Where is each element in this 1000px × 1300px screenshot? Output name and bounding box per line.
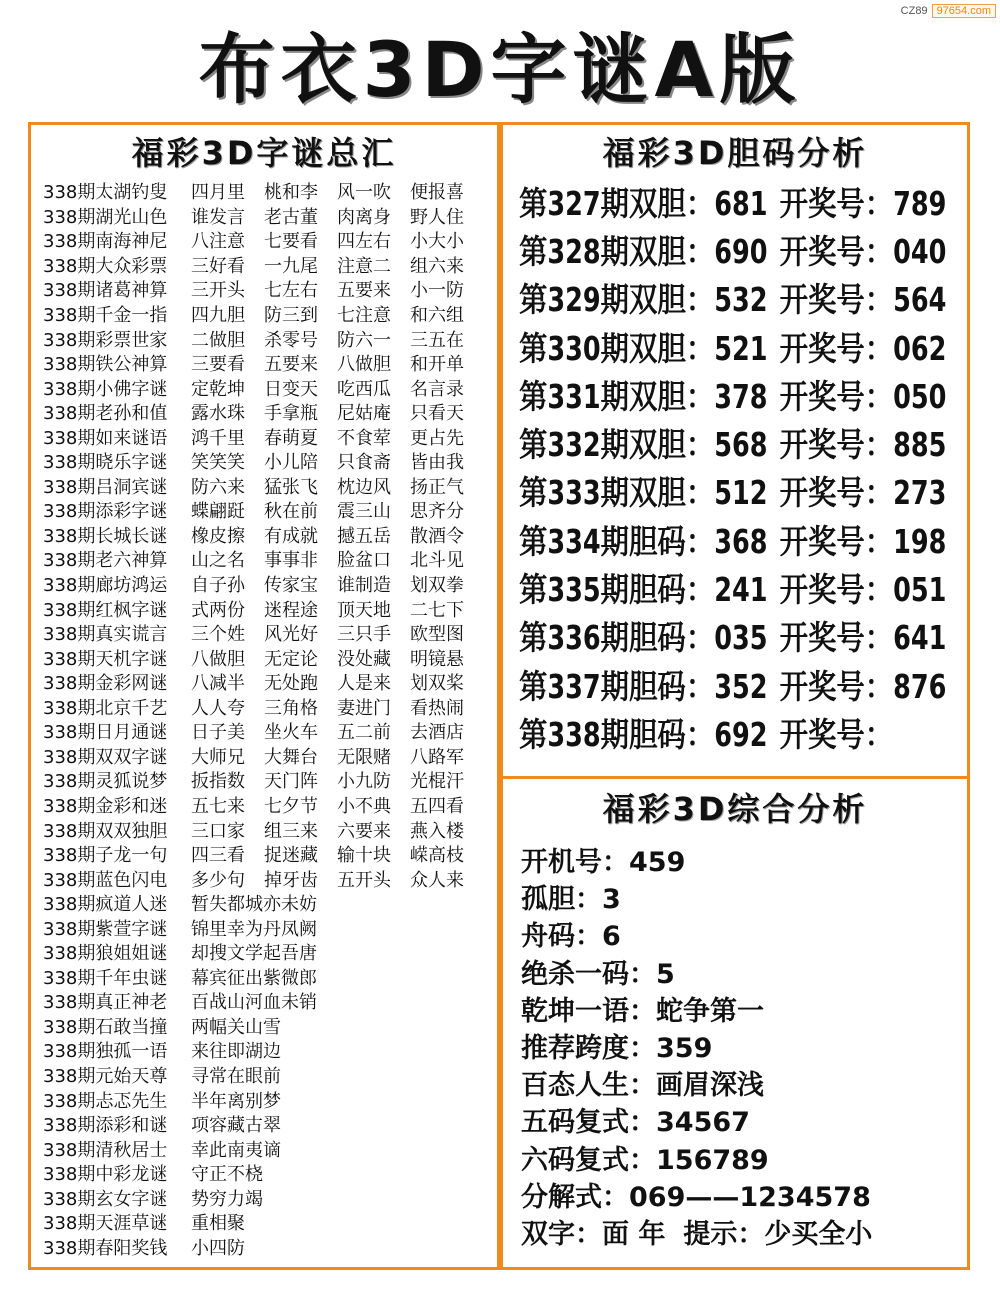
riddle-clue: 人人夸 — [191, 697, 245, 719]
riddle-clue: 守正不桡 — [191, 1164, 263, 1186]
riddle-clue: 五要来 — [337, 280, 391, 302]
dan-draw-result: 开奖号：876 — [779, 666, 947, 706]
riddle-clue: 桃和李 — [264, 182, 318, 204]
riddle-clue: 妻进门 — [337, 697, 391, 719]
riddle-clue: 多少句 — [191, 869, 245, 891]
riddle-row — [43, 621, 493, 646]
riddle-row — [43, 375, 493, 400]
dan-draw-result: 开奖号：885 — [779, 425, 947, 465]
dan-period-pick: 第330期双胆：521 — [519, 328, 768, 368]
dan-draw-result: 开奖号：040 — [779, 231, 947, 271]
dan-period-pick: 第332期双胆：568 — [519, 425, 768, 465]
riddle-clue: 四左右 — [337, 231, 391, 253]
summary-item: 乾坤一语：蛇争第一 — [521, 995, 764, 1027]
riddle-row — [43, 1161, 493, 1186]
riddle-clue: 输十块 — [337, 845, 391, 867]
riddle-row — [43, 1063, 493, 1088]
riddle-source: 338期彩票世家 — [43, 329, 168, 351]
riddle-clue: 无定论 — [264, 648, 318, 670]
summary-item: 六码复式：156789 — [521, 1144, 769, 1176]
riddle-clue: 鸿千里 — [191, 427, 245, 449]
dan-period-pick: 第328期双胆：690 — [519, 231, 768, 271]
riddle-source: 338期真正神老 — [43, 992, 168, 1014]
riddle-row — [43, 179, 493, 204]
riddle-source: 338期金彩和迷 — [43, 795, 168, 817]
riddle-source: 338期紫萱字谜 — [43, 918, 168, 940]
riddle-clue: 散酒令 — [410, 525, 464, 547]
riddle-clue: 五二前 — [337, 722, 391, 744]
riddle-clue: 四九胆 — [191, 305, 245, 327]
riddle-row — [43, 915, 493, 940]
riddle-clue: 四月里 — [191, 182, 245, 204]
riddle-clue: 五四看 — [410, 795, 464, 817]
riddle-clue: 露水珠 — [191, 403, 245, 425]
riddle-clue: 小四防 — [191, 1237, 245, 1259]
riddle-row — [43, 302, 493, 327]
riddle-row — [43, 645, 493, 670]
dan-analysis-title: 福彩3D胆码分析 — [602, 134, 868, 172]
riddle-clue: 八减半 — [191, 673, 245, 695]
dan-row — [519, 515, 966, 563]
riddle-clue: 幸此南夷谪 — [191, 1139, 281, 1161]
riddle-clue: 锦里幸为丹凤阙 — [191, 918, 317, 940]
riddle-clue: 震三山 — [337, 501, 391, 523]
dan-period-pick: 第337期胆码：352 — [519, 666, 768, 706]
dan-row — [519, 612, 966, 660]
riddle-clue: 名言录 — [410, 378, 464, 400]
dan-row — [519, 322, 966, 370]
riddle-clue: 却搜文学起吾唐 — [191, 943, 317, 965]
riddle-clue: 迷程途 — [264, 599, 318, 621]
dan-draw-result: 开奖号：789 — [779, 183, 947, 223]
summary-item: 百态人生：画眉深浅 — [521, 1070, 764, 1102]
riddle-clue: 防三到 — [264, 305, 318, 327]
riddle-row — [43, 768, 493, 793]
riddle-source: 338期日月通谜 — [43, 722, 168, 744]
riddle-row — [43, 474, 493, 499]
riddle-row — [43, 1038, 493, 1063]
riddle-source: 338期吕洞宾谜 — [43, 476, 168, 498]
riddle-row — [43, 1112, 493, 1137]
dan-period-pick: 第336期胆码：035 — [519, 618, 768, 658]
riddle-clue: 只看天 — [410, 403, 464, 425]
riddle-clue: 掉牙齿 — [264, 869, 318, 891]
riddle-clue: 无限赌 — [337, 746, 391, 768]
riddle-clue: 二七下 — [410, 599, 464, 621]
riddle-source: 338期湖光山色 — [43, 206, 168, 228]
riddle-row — [43, 253, 493, 278]
dan-row — [519, 177, 966, 225]
watermark — [897, 2, 996, 20]
riddle-list — [43, 179, 493, 1259]
dan-row — [519, 225, 966, 273]
riddle-clue: 一九尾 — [264, 255, 318, 277]
riddle-source: 338期千年虫谜 — [43, 967, 168, 989]
riddle-clue: 两幅关山雪 — [191, 1016, 281, 1038]
riddle-row — [43, 1235, 493, 1260]
riddle-clue: 脸盆口 — [337, 550, 391, 572]
dan-draw-result: 开奖号：641 — [779, 618, 947, 658]
riddle-source: 338期子龙一句 — [43, 845, 168, 867]
page-title: 布衣3D字谜A版 — [198, 25, 802, 114]
riddle-source: 338期狼姐姐谜 — [43, 943, 168, 965]
riddle-clue: 暂失都城亦未妨 — [191, 894, 317, 916]
riddle-clue: 更占先 — [410, 427, 464, 449]
summary-item: 绝杀一码：5 — [521, 958, 675, 990]
riddle-clue: 去酒店 — [410, 722, 464, 744]
riddle-clue: 猛张飞 — [264, 476, 318, 498]
riddle-clue: 小一防 — [410, 280, 464, 302]
riddle-row — [43, 523, 493, 548]
riddle-clue: 大师兄 — [191, 746, 245, 768]
riddle-clue: 风光好 — [264, 624, 318, 646]
dan-period-pick: 第327期双胆：681 — [519, 183, 768, 223]
dan-period-pick: 第335期胆码：241 — [519, 570, 768, 610]
riddle-clue: 日子美 — [191, 722, 245, 744]
riddle-clue: 欧型图 — [410, 624, 464, 646]
riddle-clue: 防六来 — [191, 476, 245, 498]
dan-draw-result: 开奖号：050 — [779, 376, 947, 416]
riddle-clue: 七左右 — [264, 280, 318, 302]
dan-draw-result: 开奖号：273 — [779, 473, 947, 513]
riddle-clue: 组三来 — [264, 820, 318, 842]
riddle-source: 338期灵狐说梦 — [43, 771, 168, 793]
riddle-clue: 老古董 — [264, 206, 318, 228]
riddle-clue: 和六组 — [410, 305, 464, 327]
riddle-clue: 肉离身 — [337, 206, 391, 228]
riddle-source: 338期小佛字谜 — [43, 378, 168, 400]
riddle-clue: 三五在 — [410, 329, 464, 351]
riddle-clue: 只食斋 — [337, 452, 391, 474]
riddle-row — [43, 204, 493, 229]
riddle-row — [43, 572, 493, 597]
summary-item: 推荐跨度：359 — [521, 1033, 713, 1065]
riddle-clue: 事事非 — [264, 550, 318, 572]
riddle-source: 338期元始天尊 — [43, 1065, 168, 1087]
riddle-clue: 坐火车 — [264, 722, 318, 744]
dan-row — [519, 563, 966, 611]
riddle-row — [43, 744, 493, 769]
riddle-source: 338期北京千艺 — [43, 697, 168, 719]
riddle-row — [43, 719, 493, 744]
riddle-clue: 没处藏 — [337, 648, 391, 670]
riddle-clue: 七注意 — [337, 305, 391, 327]
riddle-clue: 枕边风 — [337, 476, 391, 498]
riddle-row — [43, 793, 493, 818]
riddle-clue: 五要来 — [264, 354, 318, 376]
riddle-clue: 防六一 — [337, 329, 391, 351]
riddle-source: 338期添彩和谜 — [43, 1115, 168, 1137]
summary-title: 福彩3D综合分析 — [602, 790, 868, 828]
riddle-clue: 幕宾征出紫微郎 — [191, 967, 317, 989]
riddle-clue: 思齐分 — [410, 501, 464, 523]
dan-row — [519, 660, 966, 708]
riddle-clue: 三角格 — [264, 697, 318, 719]
riddle-row — [43, 228, 493, 253]
riddle-clue: 众人来 — [410, 869, 464, 891]
riddle-source: 338期真实谎言 — [43, 624, 168, 646]
riddle-row — [43, 940, 493, 965]
riddle-clue: 三口家 — [191, 820, 245, 842]
summary-item: 五码复式：34567 — [521, 1107, 750, 1139]
riddle-source: 338期独孤一语 — [43, 1041, 168, 1063]
dan-period-pick: 第334期胆码：368 — [519, 521, 768, 561]
riddle-row — [43, 1087, 493, 1112]
riddle-row — [43, 351, 493, 376]
riddle-clue: 明镜悬 — [410, 648, 464, 670]
riddle-source: 338期廊坊鸿运 — [43, 575, 168, 597]
riddle-source: 338期中彩龙谜 — [43, 1164, 168, 1186]
riddle-row — [43, 1014, 493, 1039]
riddle-source: 338期老孙和值 — [43, 403, 168, 425]
riddle-clue: 日变天 — [264, 378, 318, 400]
riddle-source: 338期添彩字谜 — [43, 501, 168, 523]
riddle-row — [43, 1185, 493, 1210]
riddle-clue: 光棍汗 — [410, 771, 464, 793]
dan-draw-result: 开奖号：062 — [779, 328, 947, 368]
riddle-clue: 春萌夏 — [264, 427, 318, 449]
riddle-clue: 北斗见 — [410, 550, 464, 572]
riddle-clue: 燕入楼 — [410, 820, 464, 842]
dan-row — [519, 467, 966, 515]
riddle-clue: 手拿瓶 — [264, 403, 318, 425]
riddle-clue: 六要来 — [337, 820, 391, 842]
riddle-clue: 有成就 — [264, 525, 318, 547]
riddle-clue: 五开头 — [337, 869, 391, 891]
riddle-row — [43, 277, 493, 302]
riddle-row — [43, 400, 493, 425]
riddle-clue: 风一吹 — [337, 182, 391, 204]
riddle-clue: 划双拳 — [410, 575, 464, 597]
watermark-prefix: CZ89 — [900, 5, 928, 17]
dan-row — [519, 418, 966, 466]
riddle-row — [43, 694, 493, 719]
riddle-source: 338期老六神算 — [43, 550, 168, 572]
riddle-clue: 项容藏古翠 — [191, 1115, 281, 1137]
riddle-clue: 看热闹 — [410, 697, 464, 719]
riddle-clue: 扬正气 — [410, 476, 464, 498]
riddle-source: 338期双双字谜 — [43, 746, 168, 768]
riddle-clue: 天门阵 — [264, 771, 318, 793]
riddle-row — [43, 498, 493, 523]
riddle-row — [43, 449, 493, 474]
dan-draw-result: 开奖号：051 — [779, 570, 947, 610]
riddle-clue: 八做胆 — [191, 648, 245, 670]
riddle-clue: 嵘高枝 — [410, 845, 464, 867]
riddle-clue: 三开头 — [191, 280, 245, 302]
riddle-clue: 谁发言 — [191, 206, 245, 228]
riddle-clue: 四三看 — [191, 845, 245, 867]
riddle-clue: 定乾坤 — [191, 378, 245, 400]
riddle-row — [43, 891, 493, 916]
riddle-clue: 二做胆 — [191, 329, 245, 351]
riddle-clue: 组六来 — [410, 255, 464, 277]
riddle-clue: 橡皮擦 — [191, 525, 245, 547]
riddle-clue: 顶天地 — [337, 599, 391, 621]
dan-row — [519, 370, 966, 418]
riddle-clue: 和开单 — [410, 354, 464, 376]
riddle-row — [43, 965, 493, 990]
riddle-clue: 七夕节 — [264, 795, 318, 817]
riddle-clue: 式两份 — [191, 599, 245, 621]
riddle-source: 338期清秋居士 — [43, 1139, 168, 1161]
riddle-source: 338期蓝色闪电 — [43, 869, 168, 891]
riddle-clue: 三好看 — [191, 255, 245, 277]
riddle-panel — [28, 122, 500, 1270]
riddle-row — [43, 326, 493, 351]
riddle-clue: 势穷力竭 — [191, 1188, 263, 1210]
riddle-clue: 三个姓 — [191, 624, 245, 646]
riddle-source: 338期如来谜语 — [43, 427, 168, 449]
riddle-clue: 大舞台 — [264, 746, 318, 768]
dan-row — [519, 708, 966, 756]
tip-hint: 提示：少买全小 — [683, 1218, 873, 1250]
riddle-clue: 五七来 — [191, 795, 245, 817]
riddle-row — [43, 670, 493, 695]
riddle-clue: 八做胆 — [337, 354, 391, 376]
summary-list — [521, 841, 966, 1250]
riddle-clue: 传家宝 — [264, 575, 318, 597]
riddle-source: 338期铁公神算 — [43, 354, 168, 376]
riddle-clue: 不食荤 — [337, 427, 391, 449]
riddle-row — [43, 1136, 493, 1161]
riddle-clue: 小九防 — [337, 771, 391, 793]
riddle-clue: 吃西瓜 — [337, 378, 391, 400]
riddle-source: 338期忐忑先生 — [43, 1090, 168, 1112]
riddle-source: 338期长城长谜 — [43, 525, 168, 547]
riddle-clue: 谁制造 — [337, 575, 391, 597]
riddle-clue: 尼姑庵 — [337, 403, 391, 425]
riddle-source: 338期诸葛神算 — [43, 280, 168, 302]
riddle-source: 338期双双独胆 — [43, 820, 168, 842]
riddle-source: 338期晓乐字谜 — [43, 452, 168, 474]
riddle-clue: 七要看 — [264, 231, 318, 253]
riddle-source: 338期千金一指 — [43, 305, 168, 327]
riddle-source: 338期天涯草谜 — [43, 1213, 168, 1235]
dan-period-pick: 第333期双胆：512 — [519, 473, 768, 513]
riddle-clue: 野人住 — [410, 206, 464, 228]
dan-list — [519, 177, 959, 757]
dan-row — [519, 274, 966, 322]
riddle-source: 338期金彩网谜 — [43, 673, 168, 695]
riddle-clue: 便报喜 — [410, 182, 464, 204]
watermark-site: 97654.com — [932, 4, 996, 18]
riddle-clue: 来往即湖边 — [191, 1041, 281, 1063]
riddle-source: 338期红枫字谜 — [43, 599, 168, 621]
riddle-row — [43, 1210, 493, 1235]
riddle-clue: 人是来 — [337, 673, 391, 695]
riddle-clue: 小不典 — [337, 795, 391, 817]
summary-item: 分解式：069——1234578 — [521, 1181, 871, 1213]
dan-draw-result: 开奖号： — [779, 714, 894, 754]
riddle-clue: 划双桨 — [410, 673, 464, 695]
riddle-clue: 捉迷藏 — [264, 845, 318, 867]
riddle-clue: 蝶翩跹 — [191, 501, 245, 523]
dan-draw-result: 开奖号：198 — [779, 521, 947, 561]
riddle-clue: 撼五岳 — [337, 525, 391, 547]
dan-period-pick: 第338期胆码：692 — [519, 714, 768, 754]
riddle-clue: 注意二 — [337, 255, 391, 277]
riddle-source: 338期太湖钓叟 — [43, 182, 168, 204]
riddle-source: 338期天机字谜 — [43, 648, 168, 670]
riddle-clue: 寻常在眼前 — [191, 1065, 281, 1087]
summary-panel — [500, 776, 970, 1270]
dan-analysis-panel — [500, 122, 970, 779]
riddle-clue: 秋在前 — [264, 501, 318, 523]
riddle-row — [43, 547, 493, 572]
riddle-clue: 半年离别梦 — [191, 1090, 281, 1112]
riddle-clue: 无处跑 — [264, 673, 318, 695]
riddle-clue: 皆由我 — [410, 452, 464, 474]
riddle-clue: 杀零号 — [264, 329, 318, 351]
summary-item: 舟码：6 — [521, 921, 621, 953]
riddle-source: 338期石敢当撞 — [43, 1016, 168, 1038]
riddle-row — [43, 842, 493, 867]
riddle-clue: 八路军 — [410, 746, 464, 768]
summary-item: 孤胆：3 — [521, 884, 621, 916]
summary-item-double — [521, 1213, 966, 1250]
dan-draw-result: 开奖号：564 — [779, 280, 947, 320]
riddle-clue: 笑笑笑 — [191, 452, 245, 474]
riddle-source: 338期大众彩票 — [43, 255, 168, 277]
riddle-row — [43, 866, 493, 891]
riddle-source: 338期春阳奖钱 — [43, 1237, 168, 1259]
riddle-clue: 百战山河血未销 — [191, 992, 317, 1014]
dan-period-pick: 第329期双胆：532 — [519, 280, 768, 320]
riddle-clue: 自子孙 — [191, 575, 245, 597]
riddle-clue: 三要看 — [191, 354, 245, 376]
riddle-row — [43, 596, 493, 621]
dan-period-pick: 第331期双胆：378 — [519, 376, 768, 416]
riddle-clue: 三只手 — [337, 624, 391, 646]
riddle-clue: 小儿陪 — [264, 452, 318, 474]
riddle-panel-title: 福彩3D字谜总汇 — [131, 134, 397, 172]
riddle-clue: 扳指数 — [191, 771, 245, 793]
riddle-row — [43, 989, 493, 1014]
riddle-clue: 八注意 — [191, 231, 245, 253]
riddle-row — [43, 817, 493, 842]
riddle-clue: 山之名 — [191, 550, 245, 572]
riddle-clue: 小大小 — [410, 231, 464, 253]
riddle-source: 338期玄女字谜 — [43, 1188, 168, 1210]
riddle-clue: 重相聚 — [191, 1213, 245, 1235]
riddle-row — [43, 424, 493, 449]
double-digit-hint: 双字：面 年 — [521, 1218, 666, 1250]
riddle-source: 338期南海神尼 — [43, 231, 168, 253]
summary-item: 开机号：459 — [521, 847, 686, 879]
riddle-source: 338期疯道人迷 — [43, 894, 168, 916]
